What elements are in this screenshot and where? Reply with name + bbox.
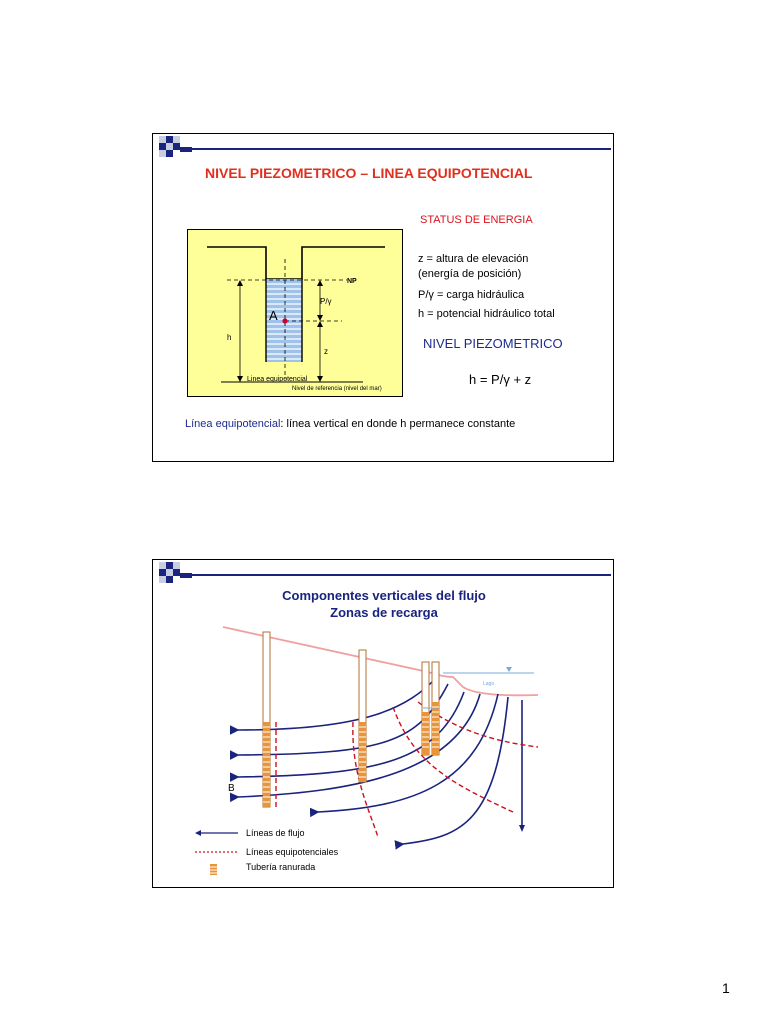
label-nivel-referencia: Nivel de referencia (nivel del mar) [292, 386, 382, 392]
legend-flow-lines: Líneas de flujo [246, 828, 305, 838]
label-point-b: B [228, 783, 235, 794]
definition-z: z = altura de elevación [418, 253, 529, 265]
legend-slotted-pipe: Tubería ranurada [246, 862, 316, 872]
piezometer-figure [187, 229, 403, 397]
label-h: h [227, 333, 232, 342]
slide-header-decoration [153, 560, 615, 590]
label-point-a: A [269, 308, 278, 323]
slide-recharge-zones [152, 559, 614, 888]
point-a-marker [282, 318, 287, 323]
page-number: 1 [722, 980, 730, 996]
label-z: z [324, 347, 328, 356]
label-np: NP [347, 278, 357, 285]
equipotential-term: Línea equipotencial [185, 418, 281, 430]
slide-title-line1: Componentes verticales del flujo [282, 588, 486, 603]
definition-h: h = potencial hidráulico total [418, 308, 555, 320]
slide-title: NIVEL PIEZOMETRICO – LINEA EQUIPOTENCIAL [205, 165, 533, 181]
formula: h = P/γ + z [469, 372, 532, 387]
flow-lines [238, 678, 508, 844]
label-linea-equipotencial: Linea equipotencial [247, 376, 308, 383]
piezometer-pipes [263, 632, 439, 807]
slide-header-decoration [153, 134, 615, 164]
definition-z-note: (energía de posición) [418, 268, 522, 280]
slide-title-line2: Zonas de recarga [330, 605, 438, 620]
equipotential-definition [185, 418, 515, 430]
equipotential-lines [276, 702, 538, 837]
label-lake: Lago [483, 681, 495, 687]
label-pgamma: P/γ [320, 297, 332, 306]
slide-piezometric-level [152, 133, 614, 462]
legend-equipotential-lines: Líneas equipotenciales [246, 847, 339, 857]
status-heading: STATUS DE ENERGIA [420, 214, 533, 226]
nivel-heading: NIVEL PIEZOMETRICO [423, 336, 563, 351]
equipotential-text: : línea vertical en donde h permanece constante [280, 418, 516, 430]
definition-pgamma: P/γ = carga hidráulica [418, 289, 525, 301]
legend-symbols [193, 827, 245, 877]
slide-title [153, 587, 615, 621]
